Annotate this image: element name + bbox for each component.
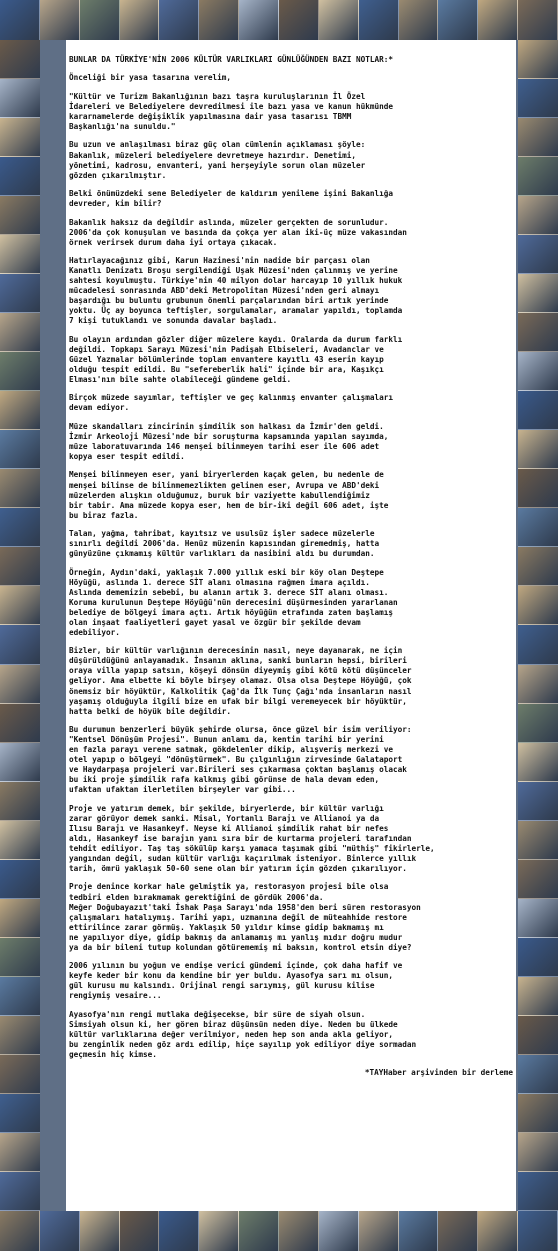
border-photo-tile bbox=[518, 977, 558, 1016]
border-photo-tile bbox=[319, 0, 359, 40]
border-photo-tile bbox=[0, 157, 40, 196]
border-photo-tile bbox=[0, 977, 40, 1016]
border-photo-tile bbox=[518, 586, 558, 625]
border-photo-tile bbox=[518, 313, 558, 352]
border-photo-tile bbox=[518, 79, 558, 118]
article-paragraph: Proje ve yatırım demek, bir şekilde, biryerlerde, bir kültür varlığı zarar görüyor demek sanki. Misal, Yortanlı Barajı ve Allianoi ya da Ilısu Barajı ve Hasankeyf. Neyse ki Allianoi şimdilik rahat bir nefes aldı, Hasankeyf ise barajın yanı sıra bir de kurtarma projeleri tarafından tehdit ediliyor. Taş taş sökülüp karşı yamaca taşımak gibi "müthiş" fikirlerle, yangından değil, sudan kültür varlığı kaçırılmak isteniyor. Binlerce yıllık tarih, ömrü yaklaşık 50-60 sene olan bir yatırım için gözden çıkarılıyor. bbox=[69, 803, 435, 874]
border-left-strip bbox=[0, 40, 40, 1211]
border-photo-tile bbox=[0, 235, 40, 274]
border-photo-tile bbox=[518, 508, 558, 547]
border-photo-tile bbox=[0, 586, 40, 625]
border-photo-tile bbox=[518, 1055, 558, 1094]
border-photo-tile bbox=[478, 0, 518, 40]
border-photo-tile bbox=[518, 274, 558, 313]
border-photo-tile bbox=[319, 1211, 359, 1251]
border-photo-tile bbox=[0, 79, 40, 118]
article-paragraph: Birçok müzede sayımlar, teftişler ve geç kalınmış envanter çalışmaları devam ediyor. bbox=[69, 393, 393, 413]
article-paragraph: Bu olayın ardından gözler diğer müzelere kaydı. Oralarda da durum farklı değildi. Topkapı Sarayı Müzesi'nin Padişah Elbiseleri, Avadanclar ve Güzel Yazmalar bölümlerinde toplam envantere kayıtlı 43 eserin kayıp olduğu tespit edildi. Bu "sefereberlik hali" içinde bir ara, Kaşıkçı Elması'nın bile sahte olabileceği gündeme geldi. bbox=[69, 334, 403, 384]
border-photo-tile bbox=[518, 860, 558, 899]
border-right-strip bbox=[518, 40, 558, 1211]
border-photo-tile bbox=[120, 1211, 160, 1251]
border-photo-tile bbox=[518, 196, 558, 235]
article-paragraph: Menşei bilinmeyen eser, yani biryerlerden kaçak gelen, bu nedenle de menşei bilinse de bilinmemezlikten gelinen eser, Avrupa ve ABD'deki müzelerden alışkın olduğumuz, buruk bir vaziyette kabullendiğimiz bir tabir. Ama müzede kopya eser, hem de bir-iki değil 606 adet, işte bu biraz fazla. bbox=[69, 470, 389, 520]
border-photo-tile bbox=[0, 860, 40, 899]
border-photo-tile bbox=[518, 782, 558, 821]
border-photo-tile bbox=[0, 743, 40, 782]
article-paragraph: Hatırlayacağınız gibi, Karun Hazinesi'nin nadide bir parçası olan Kanatlı Denizatı Broşu sergilendiği Uşak Müzesi'nden çalınmış ve yerine sahtesi koyulmuştu. Türkiye'nin 40 milyon dolar harcayıp 10 yıllık hukuk mücadelesi sonrasında ABD'deki Metropolitan Müzesi'nden geri almayı başardığı bu buluntu grubunun önemli parçalarından biri artık yerinde yoktu. Üç ay boyunca teftişler, sorgulamalar, aramalar yapıldı, toplamda 7 kişi tutuklandı ve sonunda davalar başladı. bbox=[69, 256, 403, 326]
border-photo-tile bbox=[0, 1016, 40, 1055]
border-photo-tile bbox=[518, 1094, 558, 1133]
border-photo-tile bbox=[0, 352, 40, 391]
border-photo-tile bbox=[0, 430, 40, 469]
border-photo-tile bbox=[159, 0, 199, 40]
border-photo-tile bbox=[239, 1211, 279, 1251]
border-photo-tile bbox=[359, 1211, 399, 1251]
border-photo-tile bbox=[518, 0, 558, 40]
border-photo-tile bbox=[399, 0, 439, 40]
article-paragraph: Örneğin, Aydın'daki, yaklaşık 7.000 yıllık eski bir köy olan Deştepe Höyüğü, aslında 1. derece SİT alanı olmasına rağmen imara açıldı. Aslında dememizin sebebi, bu alanın artık 3. derece SİT alanı olması. Koruma kurulunun Deştepe Höyüğü'nün derecesini düşürmesinden yararlanan belediye de bölgeyi imara açtı. Artık höyüğün etrafında zaten başlamış olan inşaat faaliyetleri gayet yasal ve özgür bir şekilde devam edebiliyor. bbox=[69, 567, 398, 637]
border-photo-tile bbox=[0, 782, 40, 821]
article-title: BUNLAR DA TÜRKİYE'NİN 2006 KÜLTÜR VARLIKLARI GÜNLÜĞÜNDEN BAZI NOTLAR:* bbox=[69, 55, 393, 64]
border-photo-tile bbox=[0, 625, 40, 664]
article-paragraph: Önceliği bir yasa tasarına verelim, bbox=[69, 73, 231, 83]
border-photo-tile bbox=[0, 118, 40, 157]
border-photo-tile bbox=[518, 1172, 558, 1211]
border-photo-tile bbox=[0, 821, 40, 860]
border-photo-tile bbox=[518, 899, 558, 938]
article-body bbox=[69, 73, 513, 1060]
border-photo-tile bbox=[199, 0, 239, 40]
border-photo-tile bbox=[518, 430, 558, 469]
article-paragraph: Belki önümüzdeki sene Belediyeler de kaldırım yenileme işini Bakanlığa devreder, kim bilir? bbox=[69, 189, 393, 209]
border-photo-tile bbox=[438, 0, 478, 40]
border-photo-tile bbox=[0, 274, 40, 313]
border-photo-tile bbox=[518, 665, 558, 704]
border-photo-tile bbox=[399, 1211, 439, 1251]
border-photo-tile bbox=[0, 0, 40, 40]
article-paragraph: Bu uzun ve anlaşılması biraz güç olan cümlenin açıklaması şöyle: Bakanlık, müzeleri belediyelere devretmeye hazırdır. Denetimi, yönetimi, kadrosu, envanteri, yani herşeyiyle sorun olan müzeler gözden çıkarılmıştır. bbox=[69, 140, 366, 180]
border-photo-tile bbox=[0, 1055, 40, 1094]
border-photo-tile bbox=[518, 235, 558, 274]
border-photo-tile bbox=[518, 1016, 558, 1055]
border-photo-tile bbox=[478, 1211, 518, 1251]
border-photo-tile bbox=[518, 40, 558, 79]
border-photo-tile bbox=[518, 821, 558, 860]
border-photo-tile bbox=[0, 1133, 40, 1172]
border-photo-tile bbox=[0, 196, 40, 235]
border-photo-tile bbox=[518, 938, 558, 977]
border-photo-tile bbox=[518, 1211, 558, 1251]
border-photo-tile bbox=[359, 0, 399, 40]
border-photo-tile bbox=[438, 1211, 478, 1251]
article-page bbox=[66, 40, 516, 1211]
border-photo-tile bbox=[0, 508, 40, 547]
border-photo-tile bbox=[518, 1133, 558, 1172]
border-photo-tile bbox=[0, 313, 40, 352]
border-photo-tile bbox=[0, 469, 40, 508]
border-photo-tile bbox=[0, 704, 40, 743]
article-credit: *TAYHaber arşivinden bir derleme bbox=[364, 1068, 513, 1078]
border-photo-tile bbox=[0, 391, 40, 430]
border-photo-tile bbox=[239, 0, 279, 40]
border-photo-tile bbox=[0, 1094, 40, 1133]
border-photo-tile bbox=[518, 704, 558, 743]
border-photo-tile bbox=[0, 665, 40, 704]
border-photo-tile bbox=[0, 547, 40, 586]
border-photo-tile bbox=[40, 0, 80, 40]
border-photo-tile bbox=[0, 1211, 40, 1251]
article-paragraph: Ayasofya'nın rengi mutlaka değişecekse, bir süre de siyah olsun. Simsiyah olsun ki, her gören biraz düşünsün neden diye. Neden bu ülkede kültür varlıklarına değer verilmiyor, neden hep son anda akla geliyor, bu zenginlik neden göz ardı edilip, hiçe sayılıp yok ediliyor diye sormadan geçmesin hiç kimse. bbox=[69, 1009, 417, 1059]
article-paragraph: Talan, yağma, tahribat, kayıtsız ve usulsüz işler sadece müzelerle sınırlı değildi 2006'da. Henüz müzenin kapısından giremedmiş, hatta günyüzüne çıkmamış kültür varlıkları da nasibini aldı bu durumdan. bbox=[69, 529, 380, 559]
article-paragraph: 2006 yılının bu yoğun ve endişe verici gündemi içinde, çok daha hafif ve keyfe keder bir konu da kendine bir yer buldu. Ayasofya sarı mı olsun, gül kurusu mu kalsındı. Orijinal rengi sarıymış, gül kurusu kilise rengiymiş vesaire... bbox=[69, 961, 403, 1001]
border-photo-tile bbox=[0, 1172, 40, 1211]
border-photo-tile bbox=[120, 0, 160, 40]
article-paragraph: Proje denince korkar hale gelmiştik ya, restorasyon projesi bile olsa tedbiri elden bırakmamak gerektiğini de gördük 2006'da. Meğer Doğubayazıt'taki İshak Paşa Sarayı'nda 1958'den beri süren restorasyon çalışmaları hatalıymış. Tarihi yapı, uzmanına değil de müteahhide restore ettirilince zarar görmüş. Yaklaşık 50 yıldır kimse gidip bakmamış mı ne yapılıyor diye, gidip bakmış da anlamamış mı yanlış mıdır doğru mudur ya da bir bileni tutup kolundan götürememiş mi baksın, kontrol etsin diye? bbox=[69, 882, 421, 952]
border-photo-tile bbox=[159, 1211, 199, 1251]
border-photo-tile bbox=[0, 40, 40, 79]
border-photo-tile bbox=[80, 0, 120, 40]
article-paragraph: "Kültür ve Turizm Bakanlığının bazı taşra kuruluşlarının İl Özel İdareleri ve Belediyelere devredilmesi ile bazı yasa ve kanun hükmünde kararnamelerde değişiklik yapılmasına dair yasa tasarısı TBMM Başkanlığı'na sunuldu." bbox=[69, 91, 393, 132]
border-photo-tile bbox=[518, 547, 558, 586]
border-top-strip bbox=[0, 0, 558, 40]
article-paragraph: Bakanlık haksız da değildir aslında, müzeler gerçekten de sorunludur. 2006'da çok konuşulan ve basında da çokça yer alan iki-üç müze vakasından örnek verirsek durum daha iyi ortaya çıkacak. bbox=[69, 217, 407, 247]
article-paragraph: Bizler, bir kültür varlığının derecesinin nasıl, neye dayanarak, ne için düşürüldüğünü anlayamadık. İnsanın aklına, sanki bunların hepsi, birileri oraya villa yapıp satsın, köşeyi dönsün diyeymiş gibi kötü kötü düşünceler geliyor. Ama elbette ki böyle birşey olamaz. Olsa olsa Deştepe Höyüğü, çok önemsiz bir höyüktür, Kalkolitik Çağ'da İlk Tunç Çağı'nda insanların nasıl yaşamış olduğuyla ilgili bize en ufak bir bilgi veremeyecek bir höyüktür, hatta belki de höyük bile değildir. bbox=[69, 646, 412, 716]
border-photo-tile bbox=[518, 118, 558, 157]
border-photo-tile bbox=[518, 469, 558, 508]
border-bottom-strip bbox=[0, 1211, 558, 1251]
border-photo-tile bbox=[518, 391, 558, 430]
border-photo-tile bbox=[0, 899, 40, 938]
article-paragraph: Müze skandalları zincirinin şimdilik son halkası da İzmir'den geldi. İzmir Arkeoloji Müzesi'nde bir soruşturma kapsamında yapılan sayımda, müze laboratuvarında 146 menşei bilinmeyen tarihi eser ile 606 adet kopya eser tespit edildi. bbox=[69, 421, 389, 462]
border-photo-tile bbox=[199, 1211, 239, 1251]
border-photo-tile bbox=[518, 352, 558, 391]
border-photo-tile bbox=[80, 1211, 120, 1251]
border-photo-tile bbox=[518, 157, 558, 196]
border-photo-tile bbox=[518, 625, 558, 664]
article-paragraph: Bu durumun benzerleri büyük şehirde olursa, önce güzel bir isim veriliyor: "Kentsel Dönüşüm Projesi". Bunun anlamı da, kentin tarihi bir yerini en fazla parayı verene satmak, gökdelenler dikip, alışveriş merkezi ve otel yapıp o bölgeyi "dönüştürmek". Bu çılgınlığın zirvesinde Galataport ve Haydarpaşa projeleri var.Birileri ses çıkarmasa çoktan başlamış olacak bu iki proje şimdilik rafa kalkmış gibi görünse de hala devam eden, ufaktan ufaktan ilerletilen birşeyler var gibi... bbox=[69, 725, 412, 795]
border-photo-tile bbox=[518, 743, 558, 782]
border-photo-tile bbox=[279, 1211, 319, 1251]
border-photo-tile bbox=[0, 938, 40, 977]
border-photo-tile bbox=[279, 0, 319, 40]
border-photo-tile bbox=[40, 1211, 80, 1251]
